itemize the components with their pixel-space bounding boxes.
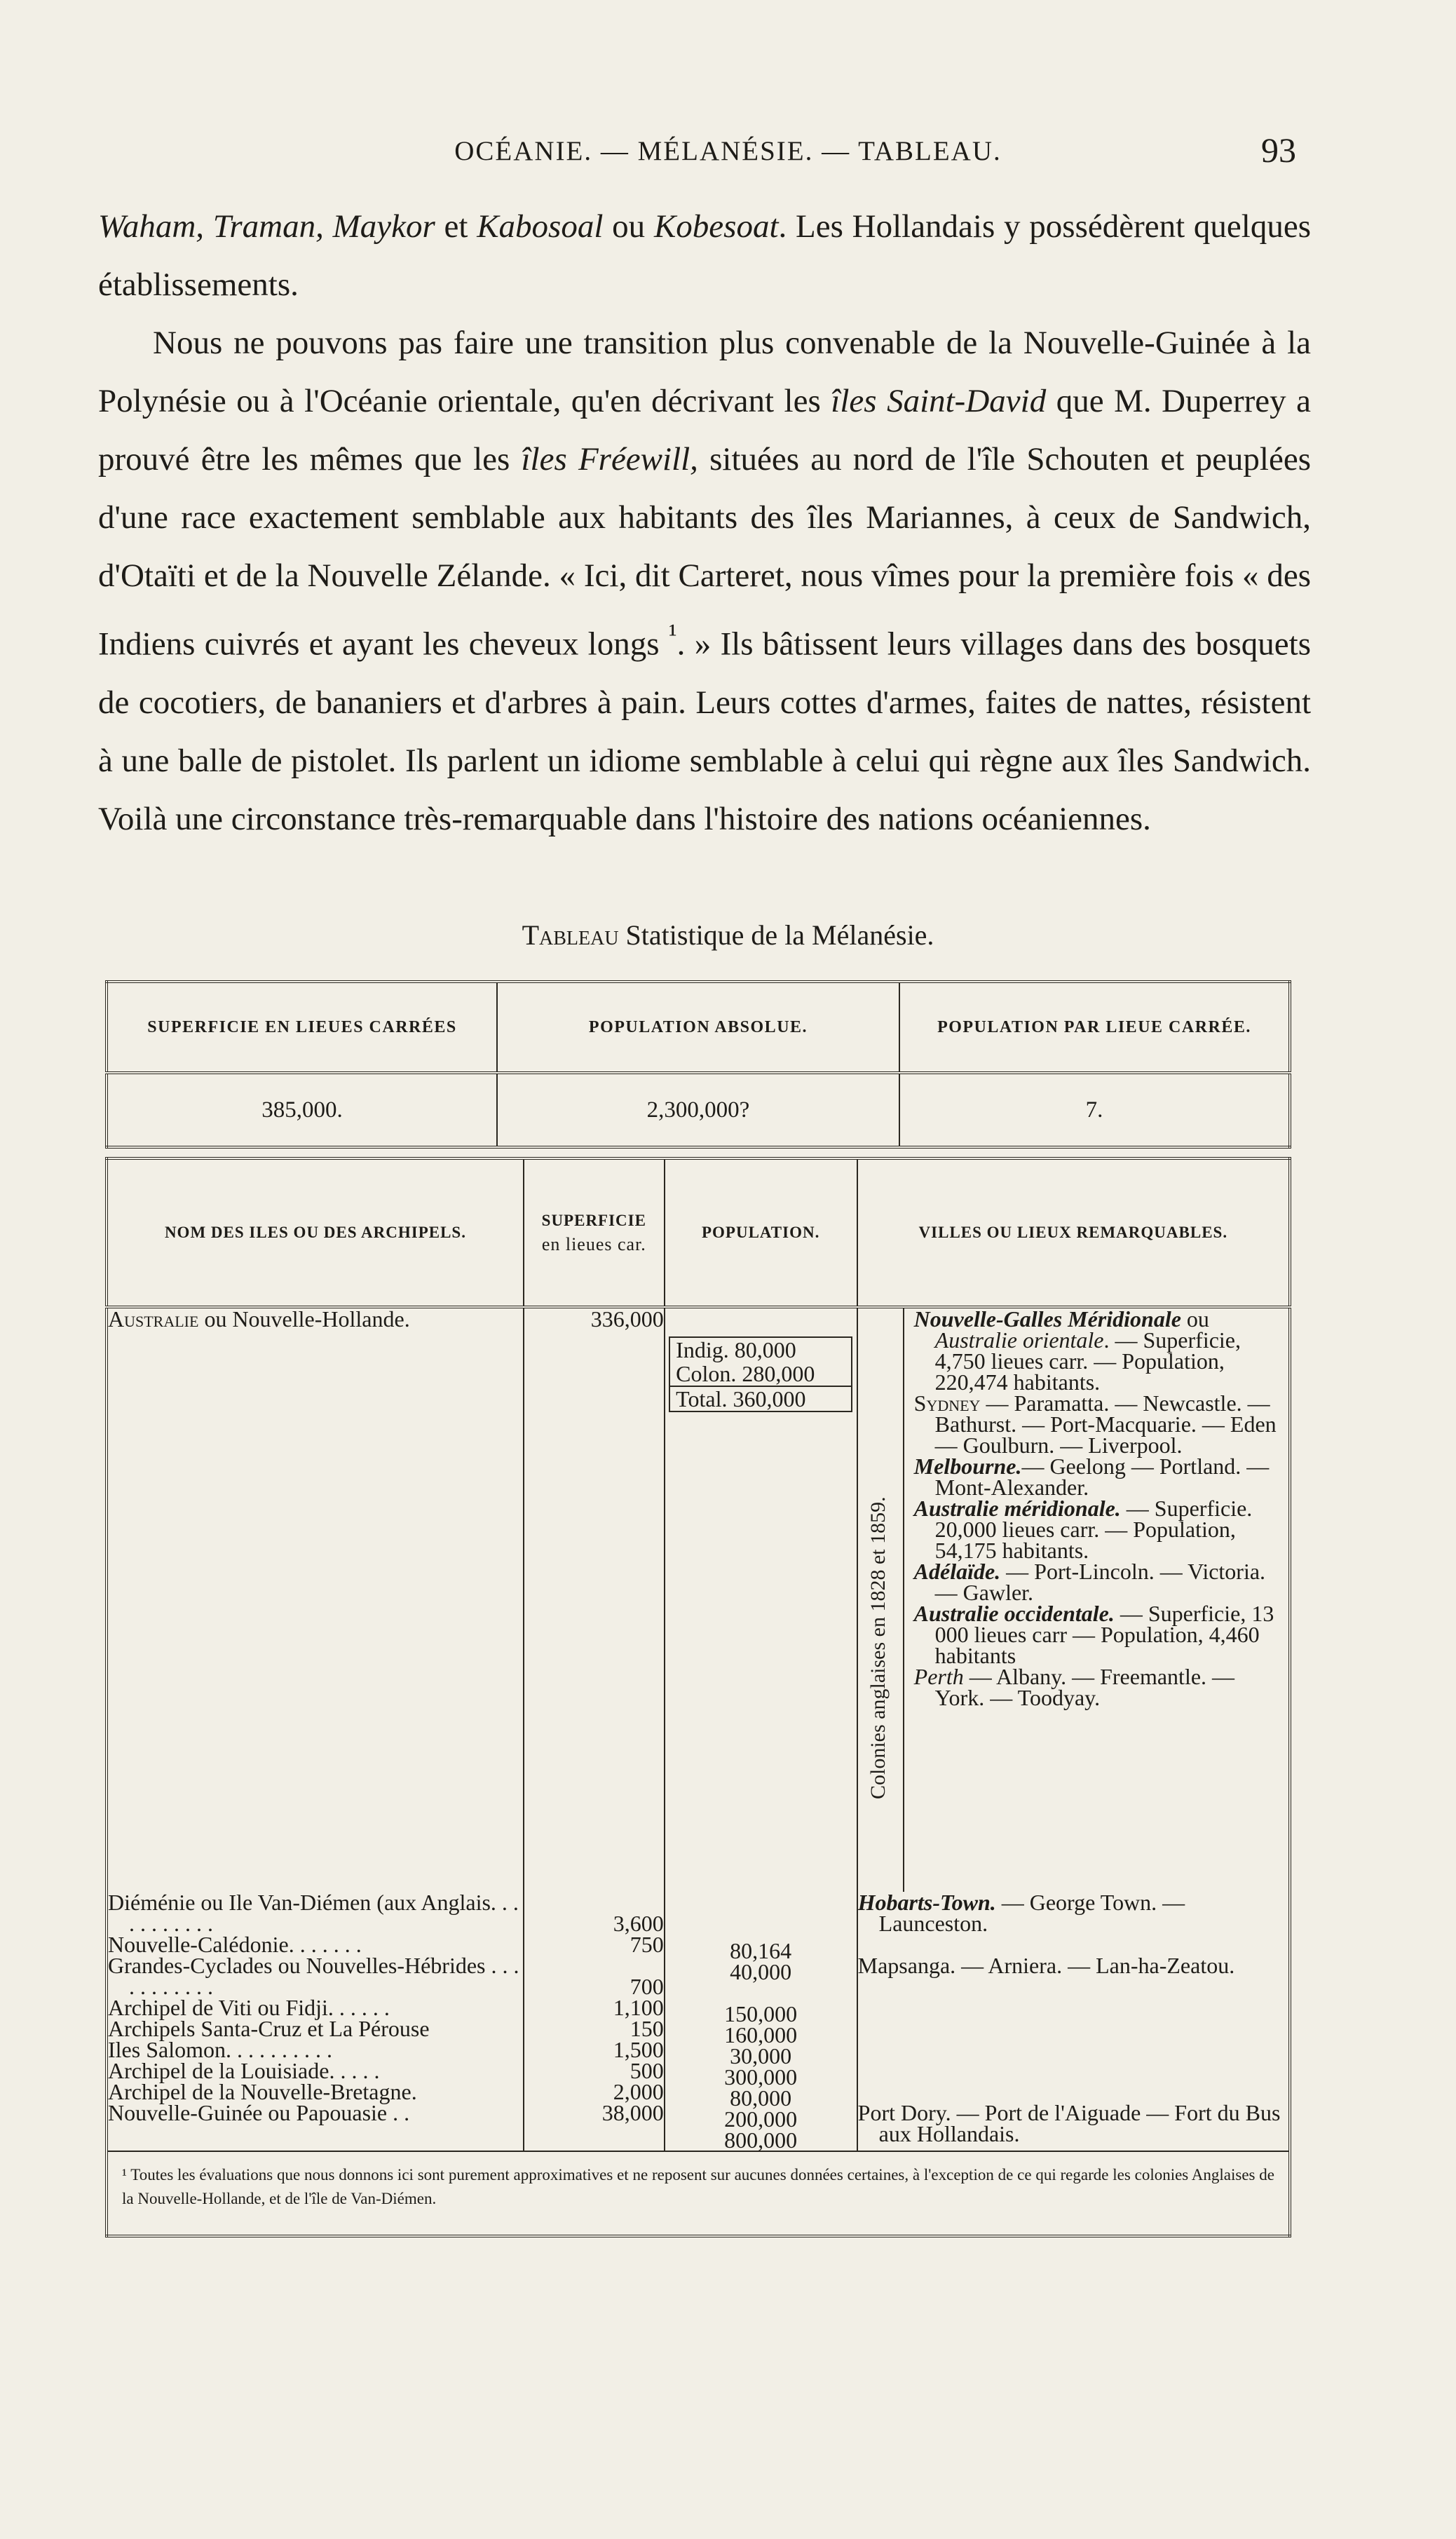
entry-title: Nouvelle-Galles Méridionale [913, 1306, 1181, 1332]
spacer [665, 1412, 857, 1919]
caption-rest: Statistique de la Mélanésie. [618, 919, 934, 951]
header-villes: VILLES OU LIEUX REMARQUABLES. [857, 1158, 1290, 1307]
place-name-kabosoal: Kabosoal [477, 208, 604, 245]
entry-title: Australie méridionale. [913, 1496, 1121, 1521]
row-caledonie-name: Nouvelle-Calédonie. . . . . . . [108, 1932, 362, 1957]
row-louisiade-population: 80,000 [730, 2085, 792, 2111]
row-bretagne-name: Archipel de la Nouvelle-Bretagne. [108, 2079, 417, 2104]
spacer [858, 1934, 1288, 1955]
entry-rest: . — Superficie, 4,750 lieues carr. — Population, 220,474 habitants. [934, 1327, 1241, 1395]
entry-alt: Australie orientale [934, 1327, 1104, 1353]
row-hebrides-name: Grandes-Cyclades ou Nouvelles-Hébrides . . . . . . . . . . . [108, 1953, 519, 1999]
row-caledonie-superficie: 750 [630, 1932, 664, 1957]
detail-header-row [107, 1158, 1290, 1307]
row-guinee-population: 800,000 [724, 2127, 798, 2153]
entry-rest: — Paramatta. — Newcastle. — Bathurst. — Port-Macquarie. — Eden — Goulburn. — Liverpool. [934, 1390, 1277, 1458]
footnote-row [107, 2151, 1290, 2236]
summary-value-row [107, 1073, 1290, 1147]
summary-header-superficie: SUPERFICIE EN LIEUES CARRÉES [107, 982, 497, 1073]
ville-guinee: Port Dory. — Port de l'Aiguade — Fort du Bus aux Hollandais. [857, 2100, 1281, 2146]
row-diemenie-superficie: 3,600 [613, 1911, 664, 1936]
text: et [435, 208, 477, 245]
body-text [98, 198, 1311, 848]
row-santa-cruz-population: 30,000 [730, 2043, 792, 2069]
australie-sc: Australie [108, 1306, 199, 1332]
ville-title: Hobarts-Town. [857, 1890, 996, 1915]
header-name: NOM DES ILES OU DES ARCHIPELS. [107, 1158, 524, 1307]
row-louisiade-name: Archipel de la Louisiade. . . . . [108, 2058, 380, 2083]
row-salomon-superficie: 1,500 [613, 2037, 664, 2062]
page-number: 93 [1261, 130, 1296, 170]
summary-header-population: POPULATION ABSOLUE. [497, 982, 899, 1073]
place-names: Waham, Traman, Maykor [98, 208, 435, 245]
entry-melbourne [914, 1456, 1288, 1498]
summary-density: 7. [899, 1073, 1290, 1147]
row-santa-cruz-superficie: 150 [630, 2016, 664, 2041]
australie-population-box [669, 1336, 852, 1412]
header-superficie [524, 1158, 665, 1307]
text: . Les Hollandais y possédèrent quelques établissements. [98, 208, 1311, 303]
row-hebrides-superficie: 700 [630, 1974, 664, 1999]
page-header [0, 130, 1456, 172]
row-diemenie-population: 80,164 [730, 1938, 792, 1963]
entry-rest: — Superficie. 20,000 lieues carr. — Population, 54,175 habitants. [934, 1496, 1253, 1563]
ville-diemenie [858, 1892, 1288, 1934]
entry-australie-occidentale [914, 1603, 1288, 1666]
row-viti-superficie: 1,100 [613, 1995, 664, 2020]
entry-ou: ou [1181, 1306, 1209, 1332]
header-superficie-line2: en lieues car. [541, 1233, 646, 1254]
entry-rest: — Geelong — Portland. — Mont-Alexander. [934, 1454, 1270, 1500]
entry-title: Australie occidentale. [913, 1601, 1115, 1626]
row-louisiade-superficie: 500 [630, 2058, 664, 2083]
running-head: OCÉANIE. — MÉLANÉSIE. — TABLEAU. [454, 136, 1002, 166]
header-population: POPULATION. [665, 1158, 857, 1307]
australie-indig: Indig. 80,000 [676, 1337, 796, 1362]
ville-hebrides: Mapsanga. — Arniera. — Lan-ha-Zeatou. [857, 1953, 1235, 1978]
summary-population: 2,300,000? [497, 1073, 899, 1147]
row-australie-name [108, 1306, 523, 1332]
detail-table [105, 1157, 1291, 2237]
entry-adelaide [914, 1561, 1288, 1603]
row-bretagne-population: 200,000 [724, 2106, 798, 2132]
entry-title: Melbourne. [913, 1454, 1022, 1479]
colonies-entries [914, 1308, 1288, 1892]
row-bretagne-superficie: 2,000 [613, 2079, 664, 2104]
table-caption [0, 919, 1456, 952]
entry-nouvelle-galles [914, 1308, 1288, 1393]
text: situées au nord de l'île Schouten et peuplées d'une race exactement semblable aux habitants des îles Mariannes, à ceux de Sandwich, d'Otaïti et de la Nouvelle Zélande. « Ici, dit Carteret, nous vîmes pour la première fois « des Indiens cuivrés et ayant les cheveux longs [98, 441, 1311, 663]
text: Nous ne pouvons pas faire une transition plus convenable de la Nouvelle-Guinée à la Polynésie ou à l'Océanie orientale, qu'en décrivant les [98, 325, 1311, 419]
population-column [665, 1307, 857, 2151]
caption-word: Tableau [522, 919, 619, 951]
row-viti-name: Archipel de Viti ou Fidji. . . . . . [108, 1995, 390, 2020]
summary-table [105, 980, 1291, 1149]
australie-total: Total. 360,000 [670, 1386, 851, 1411]
entry-title: Perth [913, 1664, 964, 1689]
summary-superficie: 385,000. [261, 1097, 343, 1123]
row-salomon-name: Iles Salomon. . . . . . . . . . [108, 2037, 332, 2062]
ville-rest: — George Town. — Launceston. [878, 1890, 1185, 1936]
villes-column [857, 1307, 1290, 2151]
row-guinee-name: Nouvelle-Guinée ou Papouasie . . [108, 2100, 410, 2125]
detail-body-row [107, 1307, 1290, 2151]
entry-australie-meridionale [914, 1498, 1288, 1561]
iles-freewill: îles Fréewill, [521, 441, 698, 478]
australie-rest: ou Nouvelle-Hollande. [198, 1306, 410, 1332]
entry-title: Adélaïde. [913, 1559, 1001, 1584]
australie-colonies [858, 1308, 1288, 1892]
place-name-kobesoat: Kobesoat [653, 208, 779, 245]
summary-header-density: POPULATION PAR LIEUE CARRÉE. [899, 982, 1290, 1073]
names-column [107, 1307, 524, 2151]
entry-rest: — Superficie, 13 000 lieues carr — Population, 4,460 habitants [934, 1601, 1274, 1668]
text: . » Ils bâtissent leurs villages dans des bosquets de cocotiers, de bananiers et d'arbres à pain. Leurs cottes d'armes, faites de nattes, résistent à une balle de pistolet. Ils parlent un idiome semblable à celui qui règne aux îles Sandwich. Voilà une circonstance très-remarquable dans l'histoire des nations océaniennes. [98, 625, 1312, 837]
header-superficie-line1: SUPERFICIE [541, 1211, 646, 1229]
row-caledonie-population: 40,000 [730, 1959, 792, 1984]
footnote: ¹ Toutes les évaluations que nous donnons ici sont purement approximatives et ne reposent sur aucunes données certaines, à l'exception de ce qui regarde les colonies Anglaises de la Nouvelle-Hollande, et de l'île de Van-Diémen. [107, 2151, 1290, 2236]
summary-header-row [107, 982, 1290, 1073]
row-guinee-superficie: 38,000 [601, 2100, 664, 2125]
text: ou [603, 208, 654, 245]
row-salomon-population: 300,000 [724, 2064, 798, 2090]
text: que M. Duperrey a prouvé être les mêmes que les [98, 383, 1311, 478]
paragraph-1 [98, 198, 1311, 314]
spacer [108, 1329, 523, 1892]
colonies-bracket [858, 1308, 904, 1892]
australie-colon: Colon. 280,000 [676, 1361, 815, 1386]
row-hebrides-population: 150,000 [724, 2001, 798, 2026]
superficie-column [524, 1307, 665, 2151]
footnote-ref: ¹ [668, 619, 677, 649]
entry-rest: — Albany. — Freemantle. — York. — Toodyay. [934, 1664, 1235, 1710]
entry-sydney [913, 1390, 1288, 1458]
entry-title: Sydney [913, 1390, 981, 1416]
row-viti-population: 160,000 [724, 2022, 798, 2047]
row-dieménie-name: Diéménie ou Ile Van-Diémen (aux Anglais. . . . . . . . . . . [108, 1890, 519, 1936]
paragraph-2 [98, 314, 1311, 848]
entry-perth [914, 1666, 1288, 1708]
row-australie-superficie: 336,000 [590, 1306, 664, 1332]
iles-saint-david: îles Saint-David [831, 383, 1047, 419]
spacer [524, 1329, 664, 1892]
colonies-vertical-label: Colonies anglaises en 1828 et 1859. [866, 1496, 890, 1799]
row-santa-cruz-name: Archipels Santa-Cruz et La Pérouse [108, 2016, 430, 2041]
entry-rest: — Port-Lincoln. — Victoria. — Gawler. [934, 1559, 1266, 1605]
